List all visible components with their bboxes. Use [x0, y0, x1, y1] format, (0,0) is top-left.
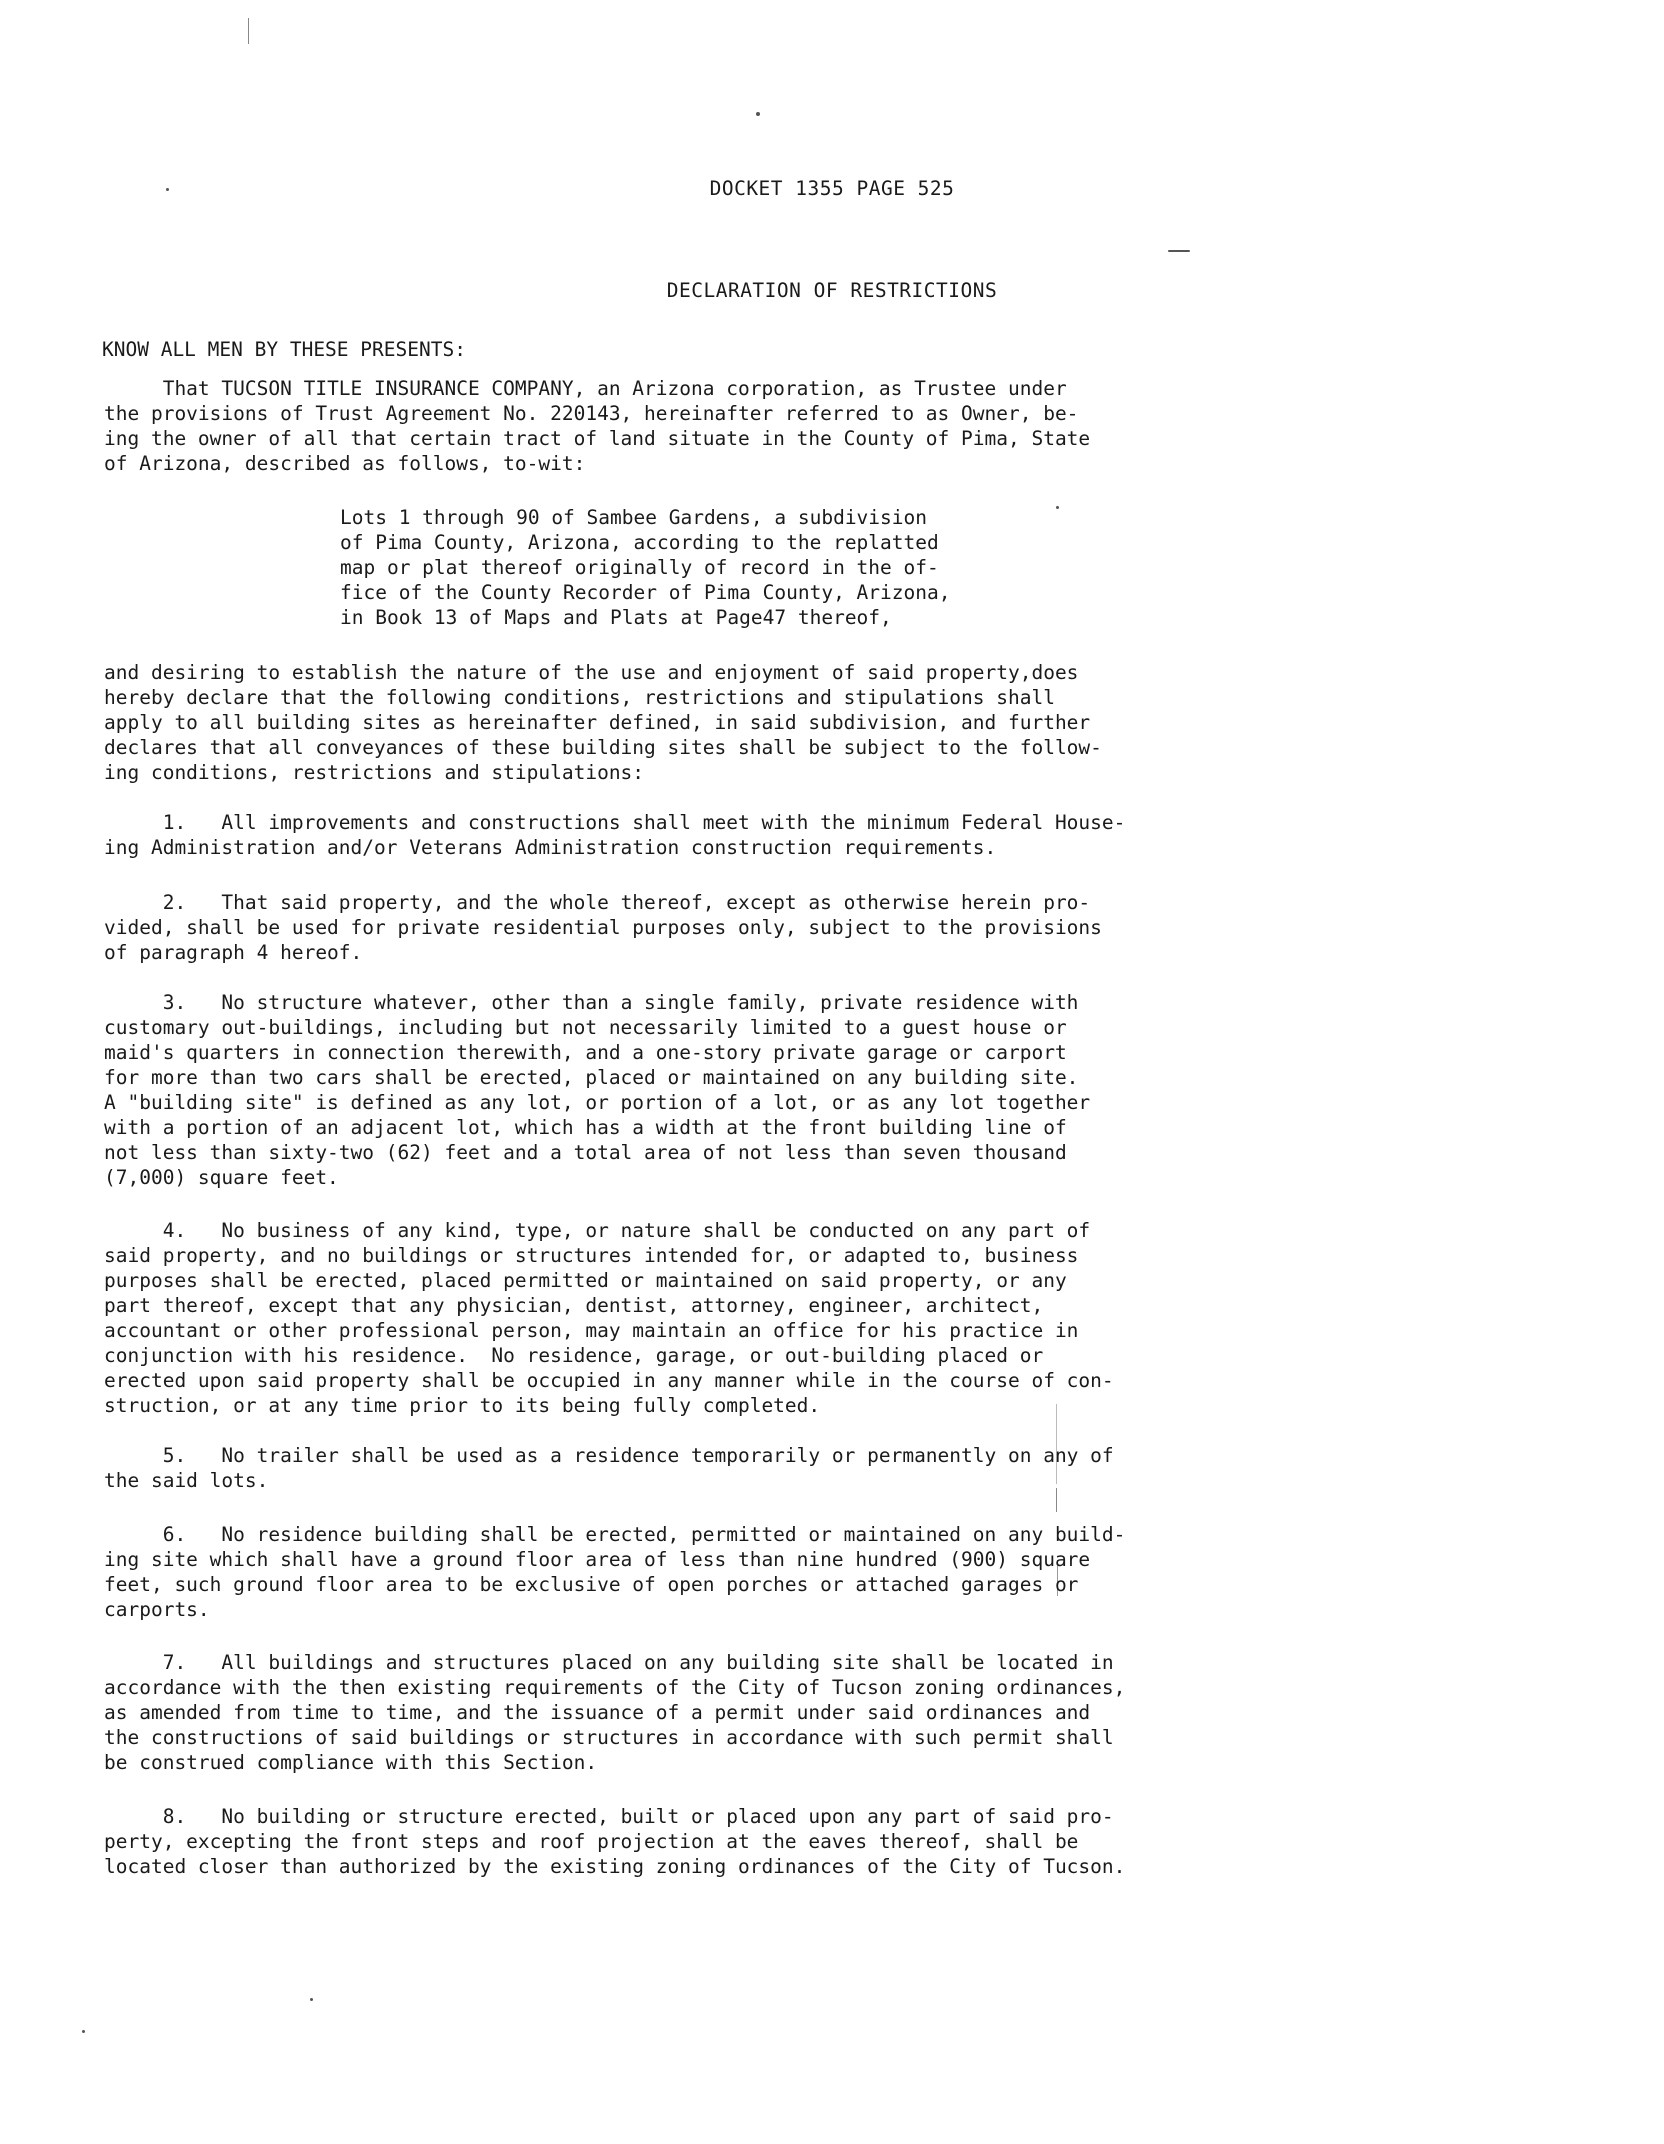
restriction-paragraph-6: 6. No residence building shall be erected, permitted or maintained on any build- ing site which shall have a ground floor area of less than nine hundred (900) square feet, such ground floor area to be exclusive of open porches or attached garages or carports.	[104, 1523, 1126, 1621]
restriction-paragraph-1: 1. All improvements and constructions shall meet with the minimum Federal House- ing Administration and/or Veterans Administration construction requirements.	[104, 811, 1126, 859]
scan-artifact-speck	[82, 2030, 85, 2033]
restriction-paragraph-8: 8. No building or structure erected, built or placed upon any part of said pro- perty, excepting the front steps and roof projection at the eaves thereof, shall be located closer than authorized by the existing zoning ordinances of the City of Tucson.	[104, 1805, 1126, 1878]
restriction-paragraph-3: 3. No structure whatever, other than a single family, private residence with customary out-buildings, including but not necessarily limited to a guest house or maid's quarters in connection therewith, and a one-story private garage or carport for more than two cars shall be erected, placed or maintained on any building site. A "building site" is defined as any lot, or portion of a lot, or as any lot together with a portion of an adjacent lot, which has a width at the front building line of not less than sixty-two (62) feet and a total area of not less than seven thousand (7,000) square feet.	[104, 991, 1091, 1189]
legal-description: Lots 1 through 90 of Sambee Gardens, a subdivision of Pima County, Arizona, according to the replatted map or plat thereof originally of record in the of- fice of the County Recorder of Pima County, Arizona, in Book 13 of Maps and Plats at Page47 thereof,	[340, 506, 951, 629]
scan-artifact-speck	[310, 1998, 313, 2001]
restriction-paragraph-7: 7. All buildings and structures placed on any building site shall be located in accordance with the then existing requirements of the City of Tucson zoning ordinances, as amended from time to time, and the issuance of a permit under said ordinances and the constructions of said buildings or structures in accordance with such permit shall be construed compliance with this Section.	[104, 1651, 1126, 1774]
restriction-paragraph-4: 4. No business of any kind, type, or nature shall be conducted on any part of said property, and no buildings or structures intended for, or adapted to, business purposes shall be erected, placed permitted or maintained on said property, or any part thereof, except that any physician, dentist, attorney, engineer, architect, accountant or other professional person, may maintain an office for his practice in conjunction with his residence. No residence, garage, or out-building placed or erected upon said property shall be occupied in any manner while in the course of con- struction, or at any time prior to its being fully completed.	[104, 1219, 1114, 1417]
scan-artifact-speck	[756, 112, 760, 116]
intro-paragraph: That TUCSON TITLE INSURANCE COMPANY, an Arizona corporation, as Trustee under the provisions of Trust Agreement No. 220143, hereinafter referred to as Owner, be- ing the owner of all that certain tract of land situate in the County of Pima, State of Arizona, described as follows, to-wit:	[104, 377, 1091, 475]
restriction-paragraph-2: 2. That said property, and the whole thereof, except as otherwise herein pro- vided, shall be used for private residential purposes only, subject to the provisions of paragraph 4 hereof.	[104, 891, 1102, 964]
restriction-paragraph-5: 5. No trailer shall be used as a residence temporarily or permanently on any of the said lots.	[104, 1444, 1114, 1492]
declaration-paragraph: and desiring to establish the nature of the use and enjoyment of said property,does hereby declare that the following conditions, restrictions and stipulations shall apply to all building sites as hereinafter defined, in said subdivision, and further declares that all conveyances of these building sites shall be subject to the follow- ing conditions, restrictions and stipulations:	[104, 661, 1102, 784]
docket-header: DOCKET 1355 PAGE 525	[709, 177, 955, 200]
salutation: KNOW ALL MEN BY THESE PRESENTS:	[102, 338, 466, 361]
document-title: DECLARATION OF RESTRICTIONS	[666, 279, 998, 302]
scan-artifact-speck	[1168, 250, 1190, 252]
scan-artifact-line	[248, 18, 249, 44]
